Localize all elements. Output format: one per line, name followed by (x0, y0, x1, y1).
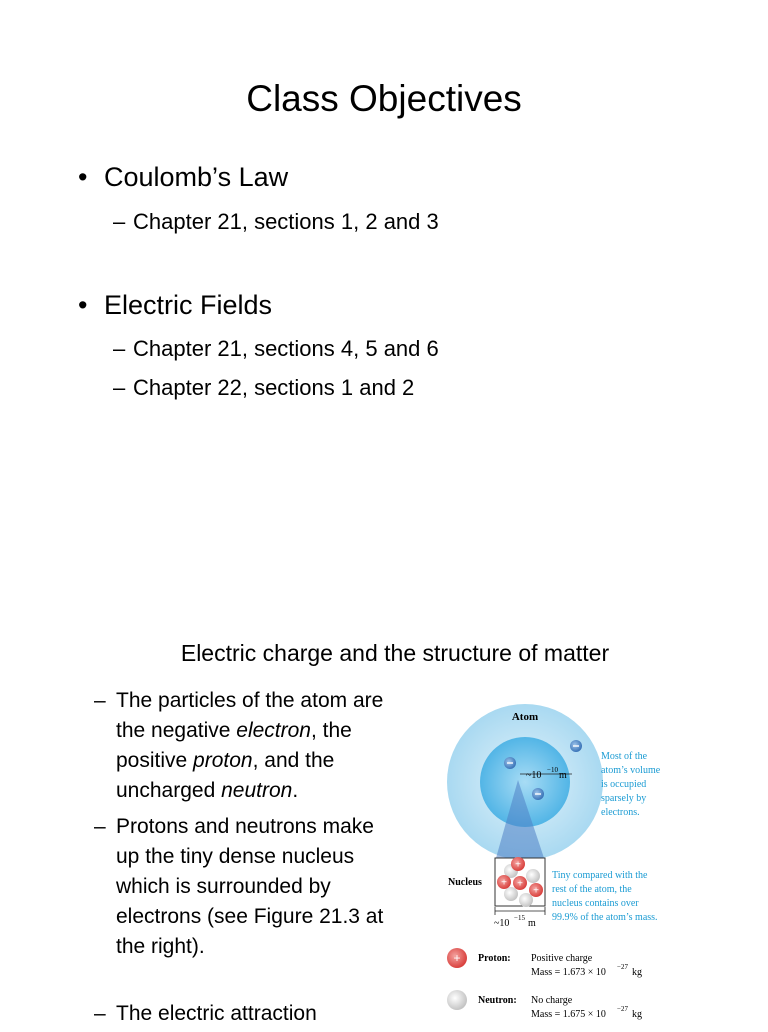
nucleus-note-line: Tiny compared with the (552, 870, 648, 881)
text-run: , and the uncharged (116, 749, 335, 802)
proton-icon (497, 875, 511, 889)
dash-marker: – (94, 1002, 106, 1025)
slide-title: Class Objectives (246, 78, 522, 119)
nucleus-note-line: nucleus contains over (552, 898, 639, 909)
term-proton: proton (193, 749, 253, 772)
sub-bullet-label: Chapter 22, sections 1 and 2 (133, 375, 415, 400)
point-particles (94, 686, 394, 806)
atom-figure (440, 702, 690, 1032)
legend-neutron-mass: Mass = 1.675 × 10 (531, 1009, 606, 1020)
nucleus-scale-value: ~10 (494, 918, 510, 929)
neutron-icon (526, 869, 540, 883)
text-run: The particles of the atom are the negative (116, 689, 384, 742)
dash-marker: – (94, 815, 106, 838)
svg-text:+: + (517, 878, 523, 890)
nucleus-label: Nucleus (448, 877, 482, 888)
legend-proton-mass: Mass = 1.673 × 10 (531, 967, 606, 978)
proton-icon (511, 857, 525, 871)
nucleus-note-line: rest of the atom, the (552, 884, 632, 895)
term-neutron: neutron (221, 779, 293, 802)
svg-text:+: + (501, 877, 507, 889)
point-text (116, 686, 394, 806)
atom-scale-exp: −10 (547, 766, 558, 774)
nucleus-note (552, 870, 658, 923)
dash-marker: – (94, 689, 106, 712)
nucleus-note-line: 99.9% of the atom’s mass. (552, 912, 658, 923)
atom-note-line: Most of the (601, 751, 648, 762)
bullet-dot: • (78, 290, 88, 320)
neutron-icon (447, 990, 467, 1010)
electron-icon (532, 788, 544, 800)
neutron-icon (519, 893, 533, 907)
legend-proton-mass-unit: kg (632, 967, 642, 978)
atom-label: Atom (511, 711, 539, 723)
sub-bullet-label: Chapter 21, sections 1, 2 and 3 (133, 209, 439, 234)
legend-proton-mass-exp: −27 (617, 963, 628, 971)
slide-electric-charge (0, 512, 768, 1024)
nucleus-scale-unit: m (528, 918, 536, 929)
atom-diagram (440, 702, 690, 1032)
sub-bullet (113, 375, 414, 401)
term-electron: electron (236, 719, 311, 742)
point-nucleus (94, 812, 394, 962)
slide-class-objectives (0, 0, 768, 512)
dash-marker: – (113, 375, 126, 400)
bullet-label: Coulomb’s Law (104, 162, 289, 192)
sub-bullet (113, 209, 439, 235)
bullet-coulombs-law (78, 162, 288, 193)
electron-icon (570, 740, 582, 752)
point-electric-attraction (94, 999, 394, 1029)
atom-scale-unit: m (559, 770, 567, 781)
text-run: , the positive (116, 719, 352, 772)
legend-proton (447, 948, 642, 978)
svg-text:+: + (533, 885, 539, 897)
atom-scale-value: ~10 (526, 770, 542, 781)
atom-note-line: electrons. (601, 807, 640, 818)
svg-text:+: + (453, 951, 461, 965)
neutron-icon (504, 887, 518, 901)
svg-text:+: + (515, 859, 521, 871)
proton-icon (529, 883, 543, 897)
electron-icon (504, 757, 516, 769)
point-text: The electric attraction (116, 1002, 317, 1025)
legend-neutron-charge: No charge (531, 995, 573, 1006)
bullet-electric-fields (78, 290, 272, 321)
atom-note (601, 751, 661, 818)
text-run: . (292, 779, 299, 802)
atom-note-line: sparsely by (601, 793, 647, 804)
atom-note-line: atom’s volume (601, 765, 661, 776)
atom-note-line: is occupied (601, 779, 647, 790)
proton-icon (513, 876, 527, 890)
nucleus-scale-marker (494, 907, 545, 929)
legend-neutron-label: Neutron: (478, 995, 517, 1006)
legend-neutron (447, 990, 642, 1020)
dash-marker: – (113, 336, 126, 361)
sub-bullet (113, 336, 439, 362)
bullet-dot: • (78, 162, 88, 192)
point-text: Protons and neutrons make up the tiny dense nucleus which is surrounded by electrons (see Figure 21.3 at the right). (116, 815, 384, 958)
legend-proton-label: Proton: (478, 953, 511, 964)
nucleus-scale-exp: −15 (514, 914, 525, 922)
legend-neutron-mass-exp: −27 (617, 1005, 628, 1013)
proton-icon (447, 948, 467, 968)
legend-neutron-mass-unit: kg (632, 1009, 642, 1020)
sub-bullet-label: Chapter 21, sections 4, 5 and 6 (133, 336, 439, 361)
dash-marker: – (113, 209, 126, 234)
legend-proton-charge: Positive charge (531, 953, 593, 964)
bullet-label: Electric Fields (104, 290, 273, 320)
slide-title: Electric charge and the structure of matter (180, 640, 610, 666)
